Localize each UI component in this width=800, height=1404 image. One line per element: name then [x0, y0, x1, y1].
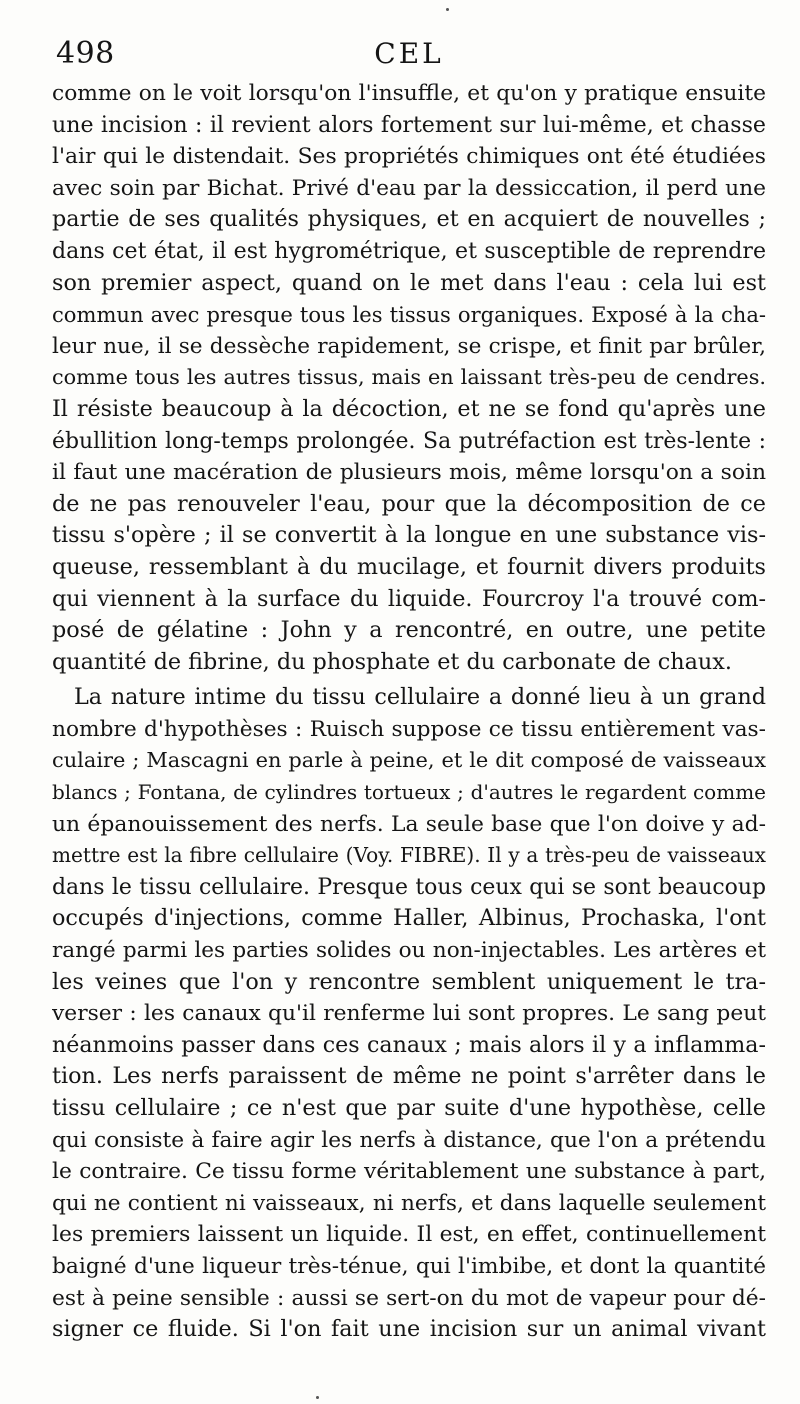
text-line: partie de ses qualités physiques, et en acquiert de nouvelles ; [52, 206, 766, 233]
print-speck [446, 8, 449, 11]
text-line: qui ne contient ni vaisseaux, ni nerfs, et dans laquelle seulement [52, 1190, 766, 1216]
text-line: avec soin par Bichat. Privé d'eau par la dessiccation, il perd une [52, 175, 766, 201]
text-line: les premiers laissent un liquide. Il est, en effet, continuellement [52, 1222, 766, 1248]
text-line: La nature intime du tissu cellulaire a donné lieu à un grand [74, 684, 766, 711]
text-line: baigné d'une liqueur très-ténue, qui l'imbibe, et dont la quantité [52, 1253, 766, 1279]
text-line: quantité de fibrine, du phosphate et du carbonate de chaux. [52, 648, 732, 675]
text-line: un épanouissement des nerfs. La seule base que l'on doive y ad- [52, 811, 766, 837]
text-line: culaire ; Mascagni en parle à peine, et le dit composé de vaisseaux [52, 748, 766, 773]
text-line: tissu cellulaire ; ce n'est que par suite d'une hypothèse, celle [52, 1095, 766, 1121]
text-line: queuse, ressemblant à du mucilage, et fournit divers produits [52, 553, 766, 580]
text-line: de ne pas renouveler l'eau, pour que la décomposition de ce [52, 490, 766, 517]
text-line: tissu s'opère ; il se convertit à la longue en une substance vis- [52, 522, 766, 549]
text-line: verser : les canaux qu'il renferme lui sont propres. Le sang peut [52, 1001, 766, 1027]
text-line: comme tous les autres tissus, mais en laissant très-peu de cendres. [52, 365, 766, 390]
text-line: occupés d'injections, comme Haller, Albinus, Prochaska, l'ont [52, 905, 766, 932]
text-line: qui viennent à la surface du liquide. Fourcroy l'a trouvé com- [52, 585, 766, 612]
text-line: néanmoins passer dans ces canaux ; mais alors il y a inflamma- [52, 1031, 766, 1058]
text-line: l'air qui le distendait. Ses propriétés chimiques ont été étudiées [52, 144, 766, 170]
text-line: comme on le voit lorsqu'on l'insuffle, et qu'on y pratique ensuite [52, 81, 766, 106]
text-line: les veines que l'on y rencontre semblent uniquement le tra- [52, 968, 766, 995]
text-line: qui consiste à faire agir les nerfs à distance, que l'on a prétendu [52, 1127, 766, 1153]
text-line: Il résiste beaucoup à la décoction, et ne se fond qu'après une [52, 395, 766, 422]
text-line: dans le tissu cellulaire. Presque tous ceux qui se sont beaucoup [52, 874, 766, 900]
running-head: CEL [374, 37, 444, 70]
body-text [52, 78, 766, 1346]
text-line: blancs ; Fontana, de cylindres tortueux ; d'autres le regardent comme [52, 780, 766, 805]
page-header [52, 34, 766, 74]
text-line: le contraire. Ce tissu forme véritablement une substance à part, [52, 1159, 766, 1185]
paragraph-1 [52, 78, 766, 678]
text-line: posé de gélatine : John y a rencontré, en outre, une petite [52, 617, 766, 644]
text-line: nombre d'hypothèses : Ruisch suppose ce tissu entièrement vas- [52, 716, 766, 742]
page-number: 498 [56, 36, 115, 71]
text-line: une incision : il revient alors fortement sur lui-même, et chasse [52, 111, 766, 138]
text-line: tion. Les nerfs paraissent de même ne point s'arrêter dans le [52, 1063, 766, 1090]
text-line: il faut une macération de plusieurs mois, même lorsqu'on a soin [52, 460, 766, 486]
text-line: leur nue, il se dessèche rapidement, se crispe, et finit par brûler, [52, 333, 766, 359]
text-line: ébullition long-temps prolongée. Sa putréfaction est très-lente : [52, 428, 766, 454]
text-line: dans cet état, il est hygrométrique, et susceptible de reprendre [52, 238, 766, 264]
text-line: son premier aspect, quand on le met dans l'eau : cela lui est [52, 269, 766, 296]
text-line: est à peine sensible : aussi se sert-on du mot de vapeur pour dé- [52, 1285, 766, 1311]
print-speck [316, 1396, 319, 1399]
text-line: signer ce fluide. Si l'on fait une incision sur un animal vivant [52, 1316, 766, 1343]
text-line: rangé parmi les parties solides ou non-injectables. Les artères et [52, 938, 766, 964]
paragraph-2 [52, 682, 766, 1345]
text-line: commun avec presque tous les tissus organiques. Exposé à la cha- [52, 302, 766, 328]
text-line: mettre est la fibre cellulaire (Voy. FIBRE). Il y a très-peu de vaisseaux [52, 843, 766, 868]
